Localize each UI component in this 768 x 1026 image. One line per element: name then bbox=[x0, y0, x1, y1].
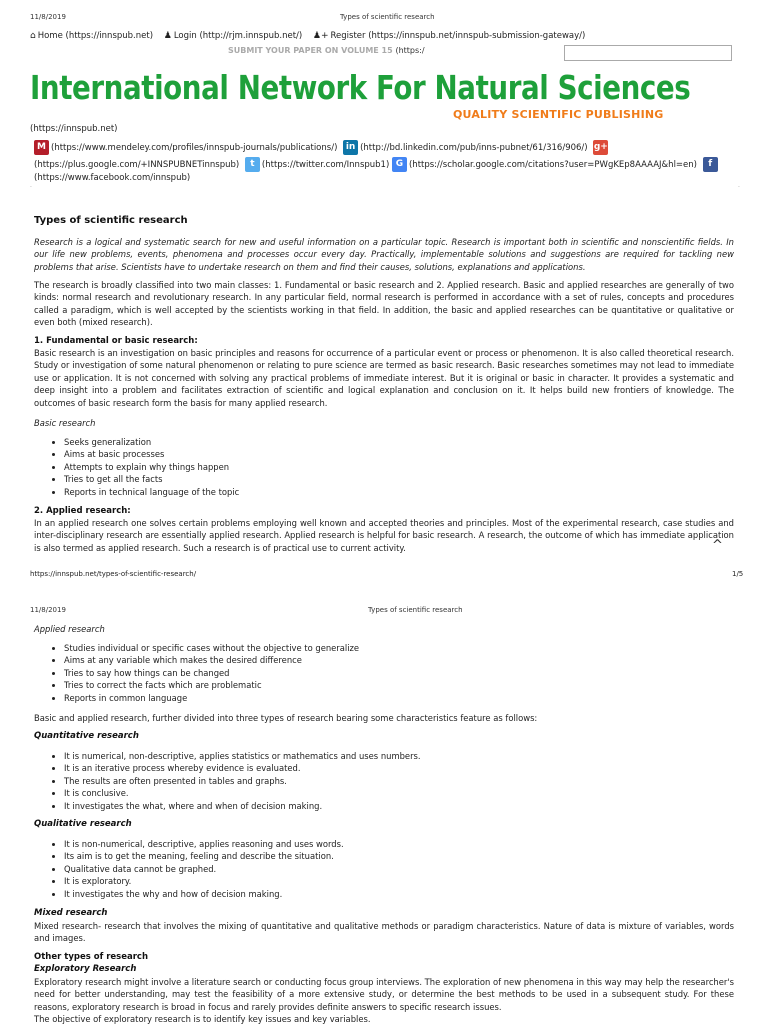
applied-research-list bbox=[34, 642, 734, 704]
divider-dot-right: · bbox=[738, 184, 740, 191]
facebook-icon[interactable]: f bbox=[703, 157, 718, 172]
heading-quantitative-research: Quantitative research bbox=[34, 731, 139, 741]
print-date: 11/8/2019 bbox=[30, 13, 66, 21]
print-page-number: 1/5 bbox=[732, 570, 744, 578]
article-intro: Research is a logical and systematic search for new and useful information on a particular topic. Research is important both in scientific and nonscientific fields. In our life new problems, events, phenomena and processes occur every day. Practically, implementable solutions and suggestions are required for tackling new problems that arise. Scientists have to undertake research on them and find their causes, solutions, explanations and applications. bbox=[34, 237, 734, 272]
heading-basic-research: 1. Fundamental or basic research: bbox=[34, 336, 198, 346]
paragraph-applied-research: In an applied research one solves certain problems employing well known and accepted theories and principles. Most of the experimental research, case studies and inter-disciplinary research are essentially applied research. Applied research is helpful for basic research. A research, the outcome of which has immediate application is also termed as applied research. Such a research is of practical use to current activity. bbox=[34, 518, 734, 553]
facebook-link[interactable]: (https://www.facebook.com/innspub) bbox=[34, 173, 191, 183]
list-item: • Tries to get all the facts bbox=[64, 473, 734, 485]
site-home-link[interactable]: (https://innspub.net) bbox=[30, 124, 118, 134]
home-icon: ⌂ bbox=[30, 31, 36, 41]
list-item: • The results are often presented in tables and graphs. bbox=[64, 775, 734, 787]
submit-paper-link[interactable]: SUBMIT YOUR PAPER ON VOLUME 15 (https:/ bbox=[228, 46, 425, 55]
social-row-2 bbox=[34, 157, 720, 172]
heading-other-types: Other types of research bbox=[34, 952, 149, 962]
mendeley-icon[interactable]: M bbox=[34, 140, 49, 155]
user-icon: ♟ bbox=[163, 31, 172, 41]
print-footer-url: https://innspub.net/types-of-scientific-research/ bbox=[30, 570, 197, 578]
list-item: • Aims at basic processes bbox=[64, 448, 734, 460]
paragraph-exploratory-research: Exploratory research might involve a literature search or conducting focus group interviews. The exploration of new phenomena in this way may help the researcher's need for better understanding, may test the feasibility of a more extensive study, or determine the best methods to be used in a subsequent study. For these reasons, exploratory research is broad in focus and rarely provides definite answers to specific research issues. The objective of exploratory research is to identify key issues and key variables. bbox=[34, 977, 734, 1025]
list-item: • Reports in technical language of the topic bbox=[64, 486, 734, 498]
list-item: • Seeks generalization bbox=[64, 436, 734, 448]
list-item: • Aims at any variable which makes the desired difference bbox=[64, 654, 734, 666]
list-item: • It investigates the what, where and when of decision making. bbox=[64, 800, 734, 812]
linkedin-icon[interactable]: in bbox=[343, 140, 358, 155]
paragraph-types: Basic and applied research, further divided into three types of research bearing some characteristics feature as follows: bbox=[34, 713, 538, 723]
heading-mixed-research: Mixed research bbox=[34, 908, 108, 918]
list-item: • It is conclusive. bbox=[64, 787, 734, 799]
list-item: • Qualitative data cannot be graphed. bbox=[64, 863, 734, 875]
paragraph-mixed-research: Mixed research- research that involves the mixing of quantitative and qualitative methods or paradigm characteristics. Nature of data is mixture of variables, words and images. bbox=[34, 921, 734, 944]
basic-research-label: Basic research bbox=[34, 418, 96, 428]
list-item: • It is an iterative process whereby evidence is evaluated. bbox=[64, 762, 734, 774]
list-item: • Its aim is to get the meaning, feeling and describe the situation. bbox=[64, 850, 734, 862]
scroll-top-icon[interactable]: ^ bbox=[712, 538, 723, 553]
list-item: • Tries to say how things can be changed bbox=[64, 667, 734, 679]
paragraph-basic-research: Basic research is an investigation on basic principles and reasons for occurrence of a particular event or process or phenomenon. It is also called theoretical research. Study or investigation of some natural phenomenon or relating to pure science are termed as basic research. Basic researches sometimes may not lead to immediate use or application. It is not concerned with solving any practical problems of immediate interest. But it is original or basic in character. It provides a systematic and deep insight into a problem and facilitates extraction of scientific and logical explanation and conclusion on it. It helps build new frontiers of knowledge. The outcomes of basic research form the basis for many applied research. bbox=[34, 348, 734, 408]
list-item: • It is exploratory. bbox=[64, 875, 734, 887]
print-doc-title: Types of scientific research bbox=[340, 13, 435, 21]
qualitative-list bbox=[34, 838, 734, 900]
twitter-icon[interactable]: t bbox=[245, 157, 260, 172]
article-title: Types of scientific research bbox=[34, 215, 188, 226]
basic-research-list bbox=[34, 436, 734, 498]
social-row-1 bbox=[34, 140, 610, 155]
list-item: • It is non-numerical, descriptive, applies reasoning and uses words. bbox=[64, 838, 734, 850]
list-item: • Studies individual or specific cases without the objective to generalize bbox=[64, 642, 734, 654]
nav-login-link[interactable]: ♟ Login (http://rjm.innspub.net/) bbox=[163, 31, 303, 41]
google-plus-link[interactable]: (https://plus.google.com/+INNSPUBNETinnspub) bbox=[34, 160, 240, 170]
print-date-page2: 11/8/2019 bbox=[30, 606, 66, 614]
google-plus-icon[interactable]: g+ bbox=[593, 140, 608, 155]
list-item: • It investigates the why and how of decision making. bbox=[64, 888, 734, 900]
linkedin-link[interactable]: (http://bd.linkedin.com/pub/inns-pubnet/61/316/906/) bbox=[360, 143, 588, 153]
add-user-icon: ♟+ bbox=[312, 31, 329, 41]
mendeley-link[interactable]: (https://www.mendeley.com/profiles/innspub-journals/publications/) bbox=[51, 143, 338, 153]
divider-dot-left: · bbox=[30, 184, 32, 191]
scholar-icon[interactable]: G bbox=[392, 157, 407, 172]
quantitative-list bbox=[34, 750, 734, 812]
print-doc-title-page2: Types of scientific research bbox=[368, 606, 463, 614]
top-nav bbox=[30, 31, 593, 41]
heading-qualitative-research: Qualitative research bbox=[34, 819, 132, 829]
heading-applied-research: 2. Applied research: bbox=[34, 506, 131, 516]
list-item: • It is numerical, non-descriptive, applies statistics or mathematics and uses numbers. bbox=[64, 750, 734, 762]
list-item: • Reports in common language bbox=[64, 692, 734, 704]
scholar-link[interactable]: (https://scholar.google.com/citations?user=PWgKEp8AAAAJ&hl=en) bbox=[408, 160, 697, 170]
site-tagline: QUALITY SCIENTIFIC PUBLISHING bbox=[453, 108, 664, 121]
list-item: • Attempts to explain why things happen bbox=[64, 461, 734, 473]
site-logo-title[interactable]: International Network For Natural Sciences bbox=[30, 68, 691, 107]
article-paragraph-1: The research is broadly classified into two main classes: 1. Fundamental or basic research and 2. Applied research. Basic and applied researches are generally of two kinds: normal research and revolutionary research. In any particular field, normal research is performed in accordance with a set of rules, concepts and procedures called a paradigm, which is well accepted by the scientists working in that field. In addition, the basic and applied researches can be quantitative or qualitative or even both (mixed research). bbox=[34, 280, 734, 328]
applied-research-label: Applied research bbox=[34, 624, 105, 634]
heading-exploratory-research: Exploratory Research bbox=[34, 964, 137, 974]
twitter-link[interactable]: (https://twitter.com/Innspub1) bbox=[261, 160, 390, 170]
nav-register-link[interactable]: ♟+ Register (https://innspub.net/innspub-submission-gateway/) bbox=[312, 31, 586, 41]
nav-home-link[interactable]: ⌂ Home (https://innspub.net) bbox=[30, 31, 154, 41]
list-item: • Tries to correct the facts which are problematic bbox=[64, 679, 734, 691]
search-input[interactable] bbox=[564, 45, 732, 61]
